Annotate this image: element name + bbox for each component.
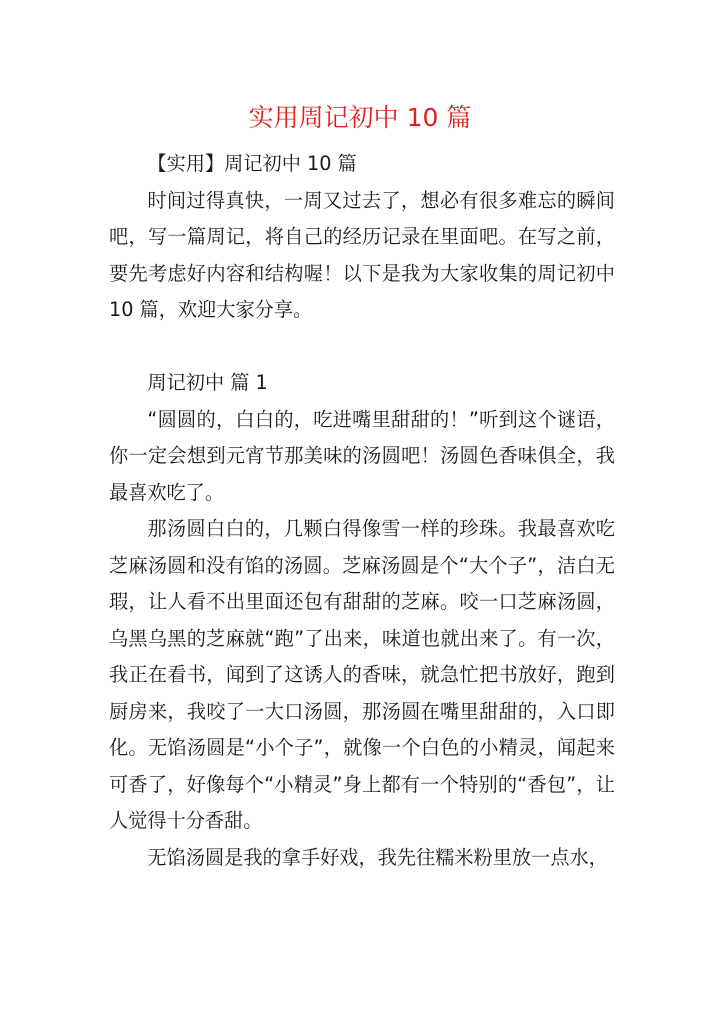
blank-line <box>109 329 615 366</box>
document-subtitle: 【实用】周记初中 10 篇 <box>147 152 357 175</box>
body-paragraph: “圆圆的，白白的，吃进嘴里甜甜的！”听到这个谜语，你一定会想到元宵节那美味的汤圆吧！汤圆色香味俱全，我最喜欢吃了。 <box>109 407 615 504</box>
section-heading: 周记初中 篇 1 <box>147 371 268 394</box>
document-title: 实用周记初中 10 篇 <box>248 103 472 132</box>
intro-paragraph: 时间过得真快，一周又过去了，想必有很多难忘的瞬间吧，写一篇周记，将自己的经历记录在里面吧。在写之前，要先考虑好内容和结构喔！以下是我为大家收集的周记初中 10 篇，欢迎大家分享。 <box>109 188 615 321</box>
body-paragraph: 无馅汤圆是我的拿手好戏，我先往糯米粉里放一点水， <box>147 845 608 869</box>
body-paragraph: 那汤圆白白的，几颗白得像雪一样的珍珠。我最喜欢吃芝麻汤圆和没有馅的汤圆。芝麻汤圆是个“大个子”，洁白无瑕，让人看不出里面还包有甜甜的芝麻。咬一口芝麻汤圆，乌黑乌黑的芝麻就“跑”了出来，味道也就出来了。有一次，我正在看书，闻到了这诱人的香味，就急忙把书放好，跑到厨房来，我咬了一大口汤圆，那汤圆在嘴里甜甜的，入口即化。无馅汤圆是“小个子”，就像一个白色的小精灵，闻起来可香了，好像每个“小精灵”身上都有一个特别的“香包”，让人觉得十分香甜。 <box>109 517 615 832</box>
document-body <box>109 146 615 876</box>
